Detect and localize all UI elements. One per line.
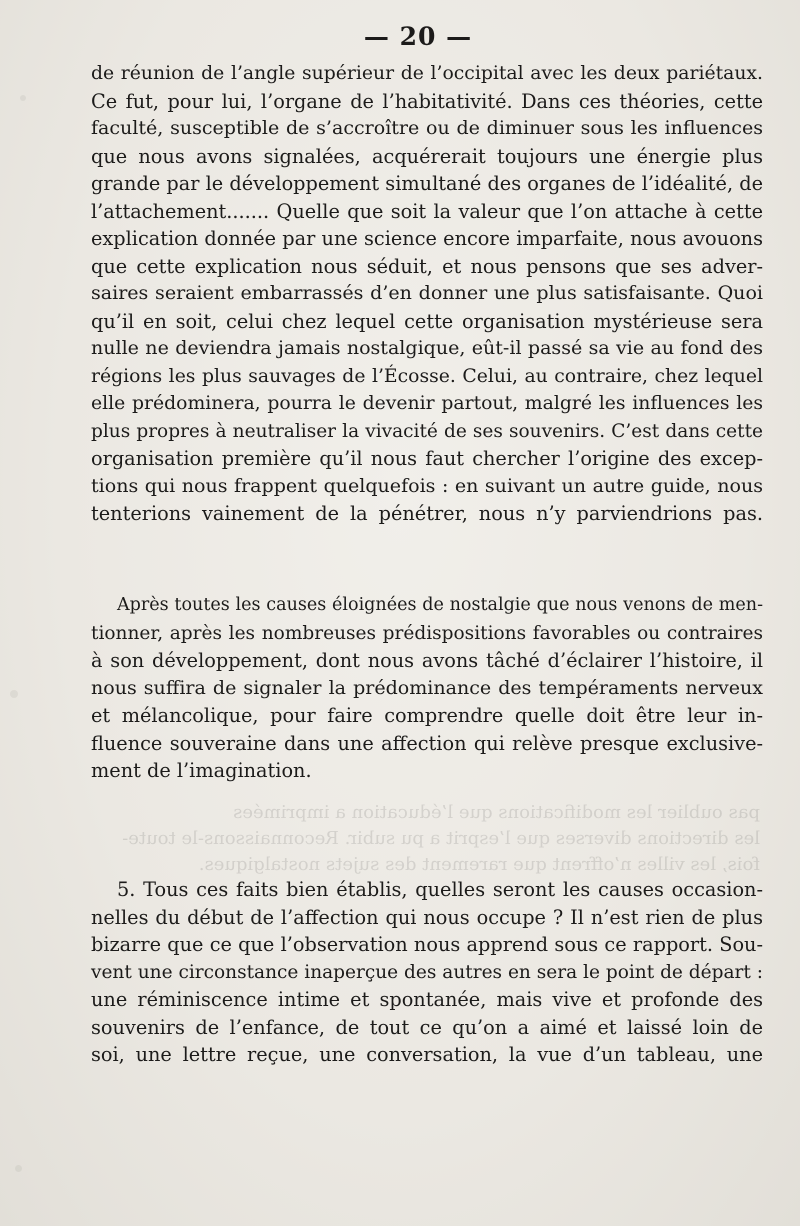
text-line: régions les plus sauvages de l’Écosse. Celui, au contraire, chez lequel bbox=[91, 365, 763, 387]
text-line: tions qui nous frappent quelquefois : en suivant un autre guide, nous bbox=[91, 474, 763, 497]
text-line: vent une circonstance inaperçue des autres en sera le point de départ : bbox=[91, 961, 763, 983]
text-line: à son développement, dont nous avons tâché d’éclairer l’histoire, il bbox=[91, 649, 763, 672]
text-line: Après toutes les causes éloignées de nostalgie que nous venons de men- bbox=[117, 595, 763, 615]
text-line: que cette explication nous séduit, et nous pensons que ses adver- bbox=[91, 254, 763, 278]
text-line: qu’il en soit, celui chez lequel cette organisation mystérieuse sera bbox=[91, 309, 763, 333]
paper-speck bbox=[20, 95, 26, 101]
text-line: explication donnée par une science encore imparfaite, nous avouons bbox=[91, 227, 763, 250]
text-line: tenterions vainement de la pénétrer, nous n’y parviendrions pas. bbox=[91, 502, 763, 525]
paragraph-3 bbox=[91, 876, 763, 1069]
show-through-text: pas oublier les modifications que l’éducation a imprimées les directions diverses que l’esprit a pu subir. Reconnaissons-le toute- fois, les villes n’offrent que rarement des sujets nostalgiques. bbox=[122, 802, 760, 875]
text-line: saires seraient embarrassés d’en donner une plus satisfaisante. Quoi bbox=[91, 282, 763, 304]
page-number: — 20 — bbox=[363, 22, 473, 51]
text-line: et mélancolique, pour faire comprendre quelle doit être leur in- bbox=[91, 704, 763, 727]
text-line: nelles du début de l’affection qui nous occupe ? Il n’est rien de plus bbox=[91, 905, 763, 929]
text-line: plus propres à neutraliser la vivacité de ses souvenirs. C’est dans cette bbox=[91, 420, 763, 442]
text-line: nulle ne deviendra jamais nostalgique, eût-il passé sa vie au fond des bbox=[91, 337, 763, 359]
text-line: Ce fut, pour lui, l’organe de l’habitativité. Dans ces théories, cette bbox=[91, 89, 763, 113]
text-line: organisation première qu’il nous faut chercher l’origine des excep- bbox=[91, 447, 763, 470]
text-line: fluence souveraine dans une affection qui relève presque exclusive- bbox=[91, 731, 763, 755]
paragraph-1 bbox=[91, 60, 763, 528]
paper-speck bbox=[10, 690, 18, 698]
text-line: de réunion de l’angle supérieur de l’occipital avec les deux pariétaux. bbox=[91, 63, 763, 84]
text-line: nous suffira de signaler la prédominance des tempéraments nerveux bbox=[91, 676, 763, 699]
text-line: ment de l’imagination. bbox=[91, 759, 312, 782]
text-line: que nous avons signalées, acquérerait toujours une énergie plus bbox=[91, 144, 763, 168]
paragraph-2 bbox=[91, 592, 763, 785]
text-line: tionner, après les nombreuses prédispositions favorables ou contraires bbox=[91, 622, 763, 644]
text-line: grande par le développement simultané des organes de l’idéalité, de bbox=[91, 172, 763, 195]
paper-speck bbox=[15, 1165, 22, 1172]
text-line: souvenirs de l’enfance, de tout ce qu’on a aimé et laissé loin de bbox=[91, 1015, 763, 1039]
text-line: elle prédominera, pourra le devenir partout, malgré les influences les bbox=[91, 393, 763, 414]
text-line: faculté, susceptible de s’accroître ou de diminuer sous les influences bbox=[91, 117, 763, 139]
text-line: soi, une lettre reçue, une conversation, la vue d’un tableau, une bbox=[91, 1043, 763, 1066]
text-line: une réminiscence intime et spontanée, mais vive et profonde des bbox=[91, 988, 763, 1011]
text-line: 5. Tous ces faits bien établis, quelles seront les causes occasion- bbox=[117, 878, 763, 901]
text-line: bizarre que ce que l’observation nous apprend sous ce rapport. Sou- bbox=[91, 933, 763, 956]
text-line: l’attachement....... Quelle que soit la valeur que l’on attache à cette bbox=[91, 199, 763, 223]
